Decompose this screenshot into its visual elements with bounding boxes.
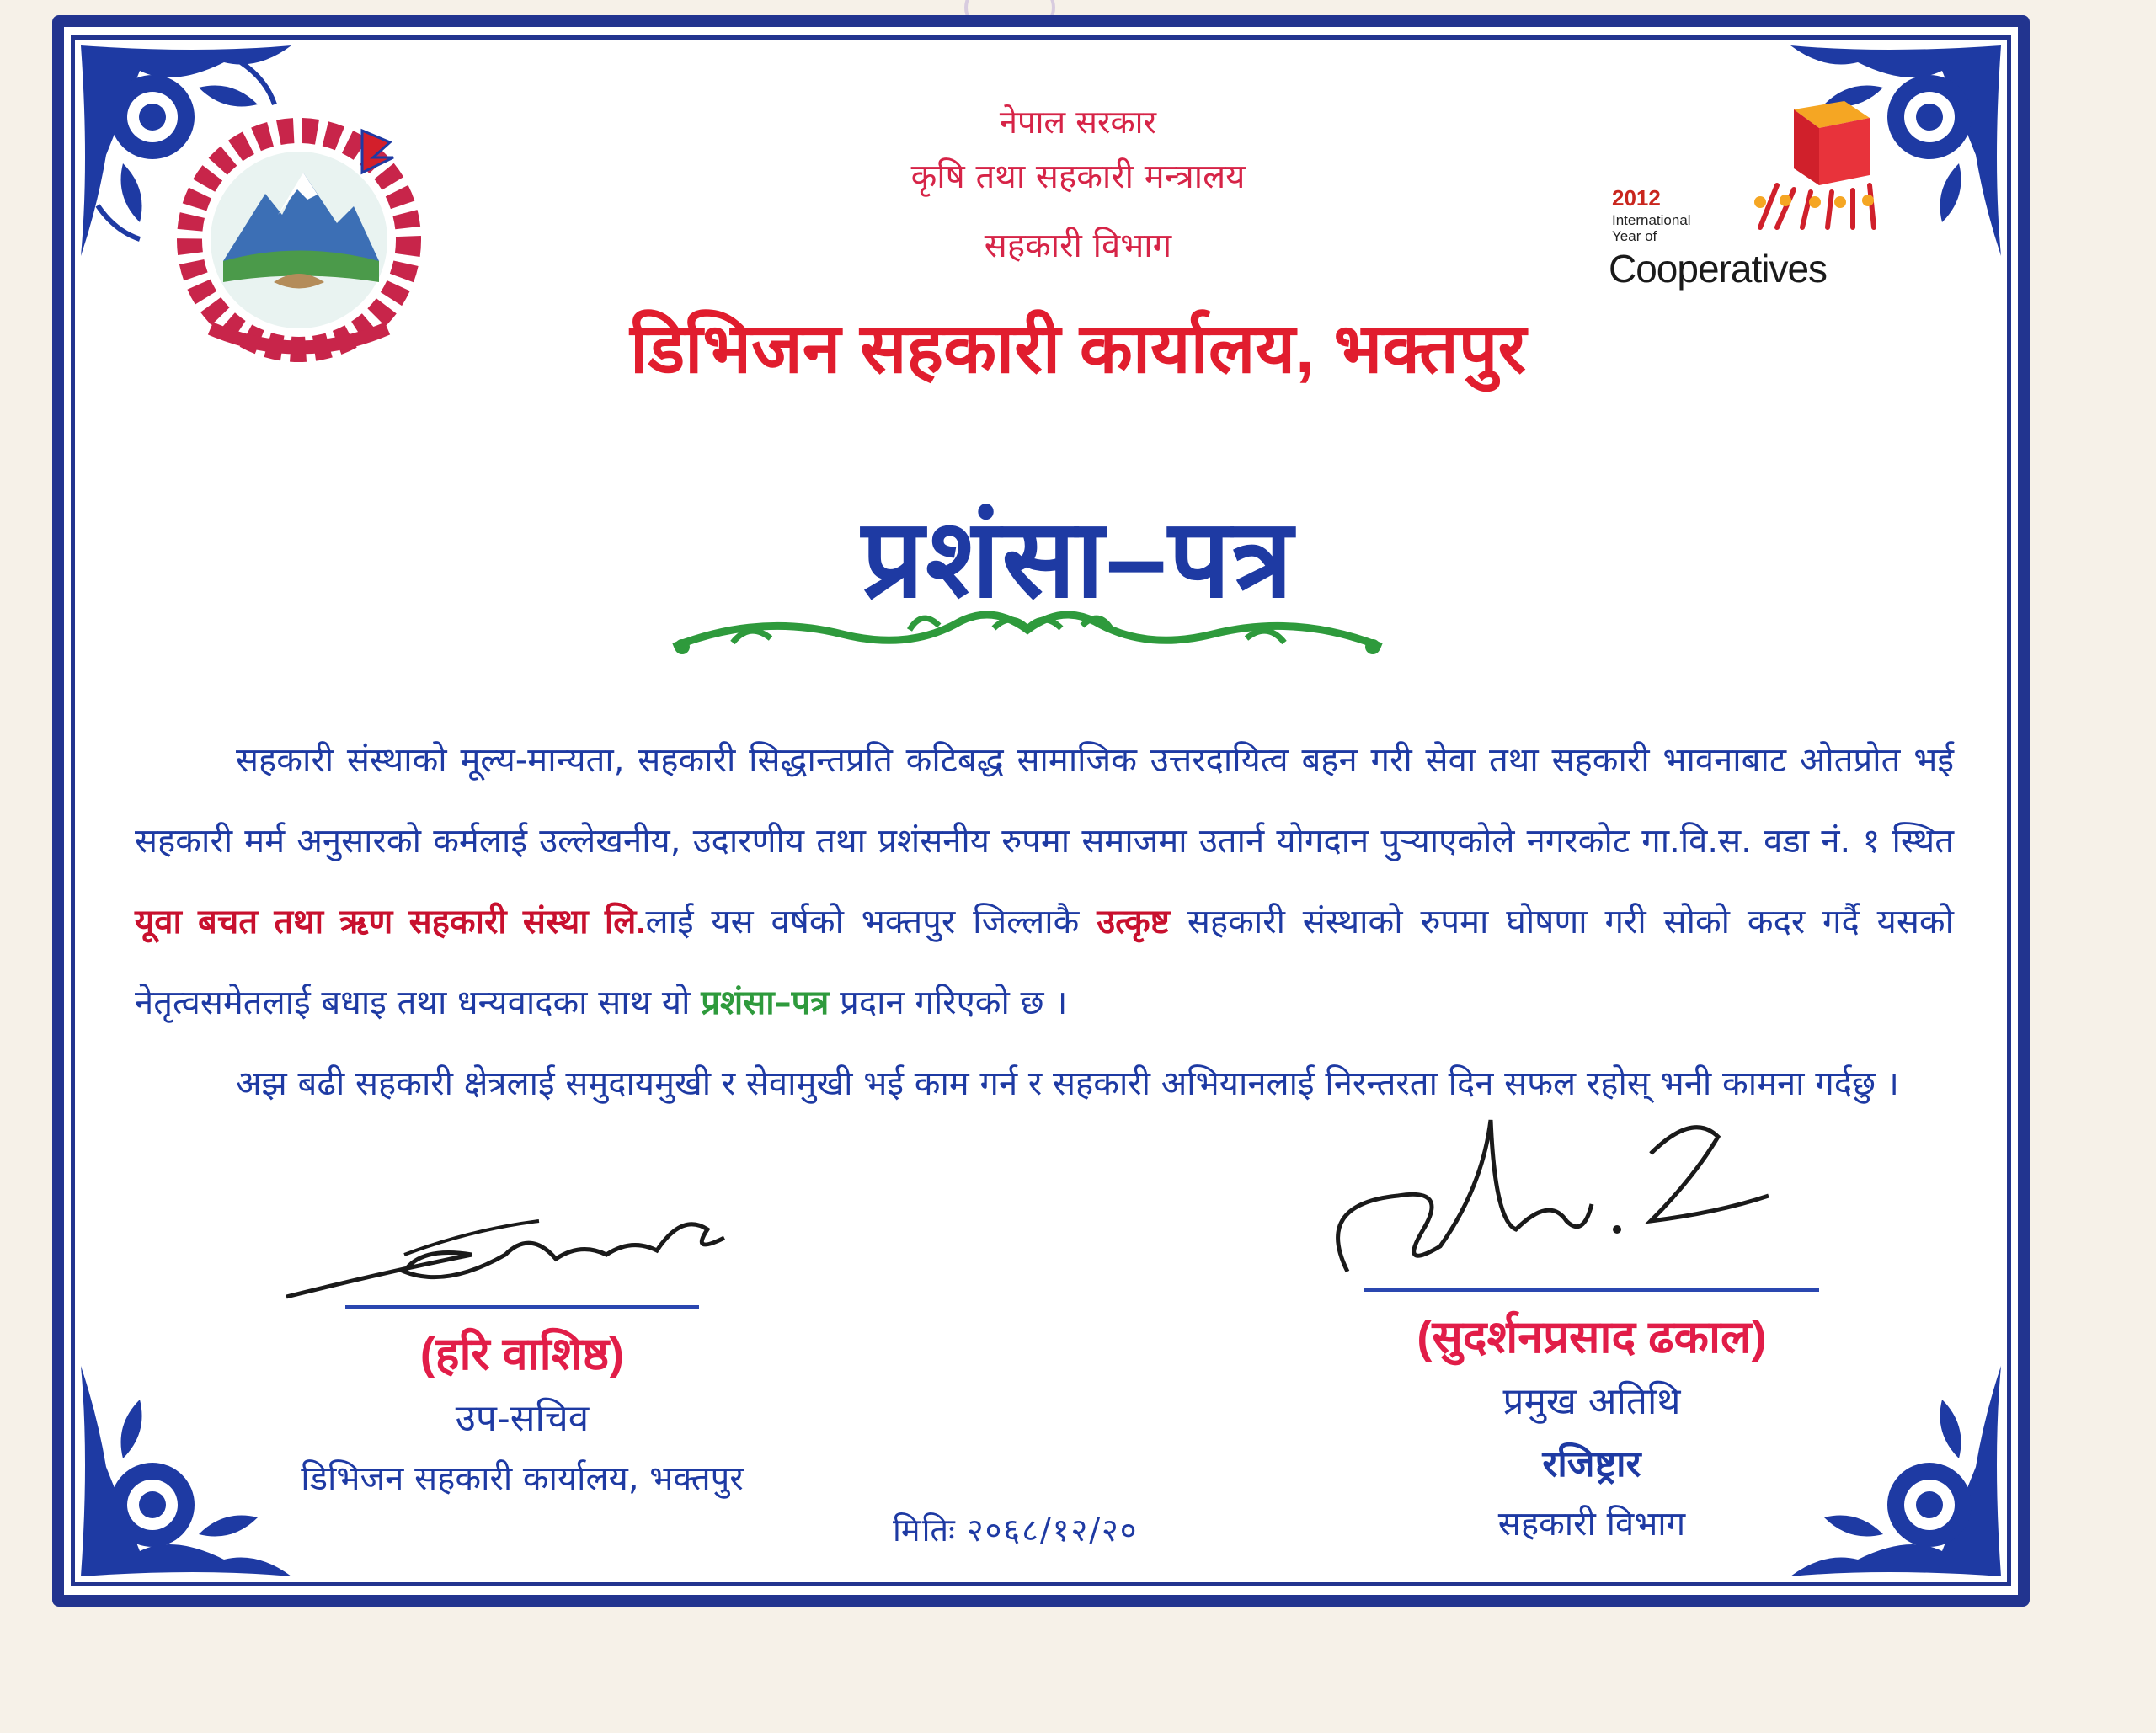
signatory-left-organization: डिभिजन सहकारी कार्यालय, भक्तपुर bbox=[301, 1459, 744, 1498]
ministry-name: कृषि तथा सहकारी मन्त्रालय bbox=[910, 157, 1246, 196]
body-text-part-a: सहकारी संस्थाको मूल्य-मान्यता, सहकारी सिद्धान्तप्रति कटिबद्ध सामाजिक उत्तरदायित्व बहन गरी सेवा तथा सहकारी भावनाबाट ओतप्रोत भई सहकारी मर्म अनुसारको कर्मलाई उल्लेखनीय, उदारणीय तथा प्रशंसनीय रुपमा समाजमा उतार्न योगदान पुऱ्याएकोले नगरकोट गा.वि.स. वडा नं. १ स्थित bbox=[135, 741, 1954, 861]
office-name: डिभिजन सहकारी कार्यालय, भक्तपुर bbox=[629, 311, 1527, 387]
signatory-left bbox=[253, 1196, 792, 1500]
signature-line-right bbox=[1364, 1288, 1819, 1292]
signatory-right-organization: सहकारी विभाग bbox=[1497, 1505, 1686, 1544]
body-text-part-d: प्रदान गरिएको छ । bbox=[829, 984, 1068, 1022]
organization-name: यूवा बचत तथा ऋण सहकारी संस्था लि. bbox=[135, 904, 646, 941]
signatory-left-name: (हरि वाशिष्ठ) bbox=[419, 1329, 625, 1379]
iyc-line-1: International bbox=[1612, 212, 1691, 228]
signatory-left-title: उप-सचिव bbox=[455, 1397, 590, 1440]
signatory-right-title: प्रमुख अतिथि bbox=[1502, 1380, 1681, 1423]
date-label: मितिः bbox=[893, 1512, 957, 1549]
body-text-part-b: लाई यस वर्षको भक्तपुर जिल्लाकै bbox=[645, 903, 1097, 941]
certificate-body bbox=[135, 720, 1954, 1124]
signatory-right bbox=[1297, 1103, 1886, 1545]
award-word: उत्कृष्ट bbox=[1097, 904, 1171, 941]
body-text-part-c: सहकारी संस्थाको रुपमा घोषणा गरी सोको कदर गर्दै यसको नेतृत्वसमेतलाई बधाइ तथा धन्यवादका साथ यो bbox=[135, 903, 1954, 1022]
certificate-title: प्रशंसा–पत्र bbox=[862, 497, 1294, 620]
iyc-word: Cooperatives bbox=[1609, 247, 1828, 291]
body-paragraph-1 bbox=[135, 720, 1954, 1043]
iyc-line-2: Year of bbox=[1612, 228, 1657, 244]
date-value: २०६८/१२/२० bbox=[966, 1512, 1139, 1549]
signatory-right-role: रजिष्ट्रार bbox=[1542, 1442, 1641, 1485]
issue-date bbox=[893, 1507, 1139, 1551]
department-name: सहकारी विभाग bbox=[984, 227, 1172, 265]
flourish-ornament-icon bbox=[657, 596, 1398, 672]
signatory-right-name: (सुदर्शनप्रसाद ढकाल) bbox=[1417, 1312, 1767, 1362]
signature-line-left bbox=[345, 1305, 699, 1309]
body-paragraph-2: अझ बढी सहकारी क्षेत्रलाई समुदायमुखी र सेवामुखी भई काम गर्न र सहकारी अभियानलाई निरन्तरता दिन सफल रहोस् भनी कामना गर्दछु । bbox=[236, 1064, 1899, 1103]
signature-right-icon bbox=[1297, 1103, 1886, 1288]
certificate-word: प्रशंसा–पत्र bbox=[701, 984, 830, 1022]
government-name: नेपाल सरकार bbox=[999, 104, 1157, 141]
iyc-year: 2012 bbox=[1612, 185, 1661, 211]
signature-left-icon bbox=[253, 1196, 792, 1305]
